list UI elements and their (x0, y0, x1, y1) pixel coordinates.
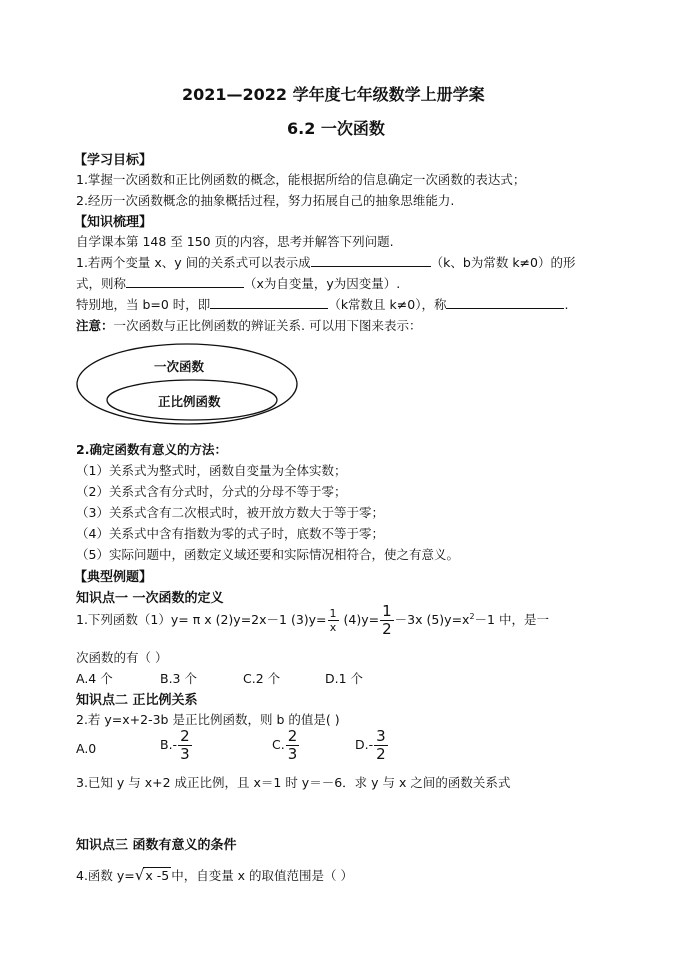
diagram-inner-label: 正比例函数 (158, 394, 221, 409)
q1-text-d: （x为自变量，y为因变量）. (244, 276, 401, 291)
e2-option-a: A.0 (76, 741, 97, 756)
goal-item-2: 2.经历一次函数概念的抽象概括过程，努力拓展自己的抽象思维能力. (76, 193, 455, 208)
example-3: 3.已知 y 与 x+2 成正比例，且 x＝1 时 y＝－6．求 y 与 x 之间的函数关系式 (76, 775, 511, 790)
sqrt-sign: √ (134, 866, 145, 884)
example-1-line-2: 次函数的有（ ） (76, 650, 168, 665)
e2-b-prefix: B.- (160, 737, 178, 752)
e1-tail: －1 中，是一 (474, 612, 549, 627)
e4-post: 中，自变量 x 的取值范围是（ ） (171, 868, 354, 883)
fraction-2-over-3 (178, 729, 192, 762)
frac-denominator: x (329, 621, 337, 634)
question-2-item-4: （4）关系式中含有指数为零的式子时，底数不等于零； (76, 526, 384, 541)
q1-text-f: （k常数且 k≠0），称 (328, 297, 447, 312)
frac-denominator: 3 (287, 745, 298, 763)
knowledge-heading: 【知识梳理】 (74, 215, 153, 230)
lesson-title: 6.2 一次函数 (287, 119, 385, 138)
q1-blank-proportional-form[interactable] (210, 296, 328, 309)
knowledge-intro: 自学课本第 148 至 150 页的内容，思考并解答下列问题. (76, 234, 394, 249)
frac-numerator: 3 (376, 727, 386, 745)
e2-c-prefix: C. (272, 737, 285, 752)
frac-numerator: 1 (329, 607, 337, 620)
fraction-1-over-x (328, 608, 339, 633)
note-text: 一次函数与正比例函数的辨证关系. 可以用下图来表示： (113, 318, 422, 333)
q1-text-b: （k、b为常数 k≠0）的形 (430, 255, 576, 270)
q1-text-e: 特别地，当 b=0 时，即 (76, 297, 211, 312)
question-1-line-1 (76, 253, 575, 271)
fraction-3-over-2 (374, 729, 388, 762)
e1-option-a: A.4 个 (76, 671, 113, 686)
e2-option-c (272, 729, 300, 762)
frac-numerator: 1 (382, 602, 392, 620)
question-2-item-5: （5）实际问题中，函数定义域还要和实际情况相符合，使之有意义。 (76, 547, 459, 562)
q1-blank-name[interactable] (126, 275, 244, 288)
q1-blank-proportional-name[interactable] (446, 296, 564, 309)
frac-denominator: 2 (382, 620, 392, 638)
e2-d-prefix: D.- (355, 737, 374, 752)
frac-denominator: 2 (376, 745, 386, 763)
q1-text-c: 式，则称 (76, 276, 127, 291)
question-2-item-3: （3）关系式含有二次根式时，被开放方数大于等于零； (76, 505, 384, 520)
exponent: 2 (469, 611, 475, 621)
e2-option-b (160, 729, 193, 762)
question-1-line-2 (76, 274, 400, 292)
sqrt-radicand: x -5 (145, 868, 170, 883)
outer-ellipse (77, 344, 297, 424)
goals-heading: 【学习目标】 (74, 153, 153, 168)
knowledge-point-3: 知识点三 函数有意义的条件 (76, 838, 237, 853)
e1-mid: (4)y= (339, 612, 380, 627)
e1-lead: 1.下列函数（1）y= π x (2)y=2x－1 (3)y= (76, 612, 327, 627)
frac-numerator: 2 (287, 727, 298, 745)
frac-denominator: 3 (180, 745, 190, 763)
note-line (76, 316, 421, 334)
question-1-line-3 (76, 295, 568, 313)
q1-blank-expression[interactable] (311, 254, 431, 267)
knowledge-point-2: 知识点二 正比例关系 (76, 693, 198, 708)
goal-item-1: 1.掌握一次函数和正比例函数的概念，能根据所给的信息确定一次函数的表达式； (76, 172, 526, 187)
e4-prefix: 4.函数 y= (76, 868, 135, 883)
question-2-heading: 2.确定函数有意义的方法： (76, 442, 227, 457)
fraction-1-over-2 (380, 604, 394, 637)
note-label: 注意： (76, 318, 114, 333)
e2-option-d (355, 729, 389, 762)
e1-option-b: B.3 个 (160, 671, 197, 686)
q1-text-a: 1.若两个变量 x、y 间的关系式可以表示成 (76, 255, 311, 270)
example-4 (76, 866, 353, 884)
example-1-line-1 (76, 604, 549, 637)
fraction-2-over-3 (286, 729, 300, 762)
question-2-item-1: （1）关系式为整式时，函数自变量为全体实数； (76, 463, 347, 478)
worksheet-title: 2021—2022 学年度七年级数学上册学案 (182, 85, 485, 104)
examples-heading: 【典型例题】 (74, 570, 153, 585)
knowledge-point-1: 知识点一 一次函数的定义 (76, 591, 224, 606)
diagram-outer-label: 一次函数 (154, 359, 205, 374)
e1-mid2: －3x (5)y=x (394, 612, 470, 627)
frac-numerator: 2 (180, 727, 190, 745)
q1-text-g: . (564, 297, 569, 312)
question-2-item-2: （2）关系式含有分式时，分式的分母不等于零； (76, 484, 347, 499)
example-2-stem: 2.若 y=x+2-3b 是正比例函数，则 b 的值是( ) (76, 712, 340, 727)
function-relation-diagram (72, 340, 304, 430)
e1-option-d: D.1 个 (325, 671, 364, 686)
e1-option-c: C.2 个 (243, 671, 281, 686)
